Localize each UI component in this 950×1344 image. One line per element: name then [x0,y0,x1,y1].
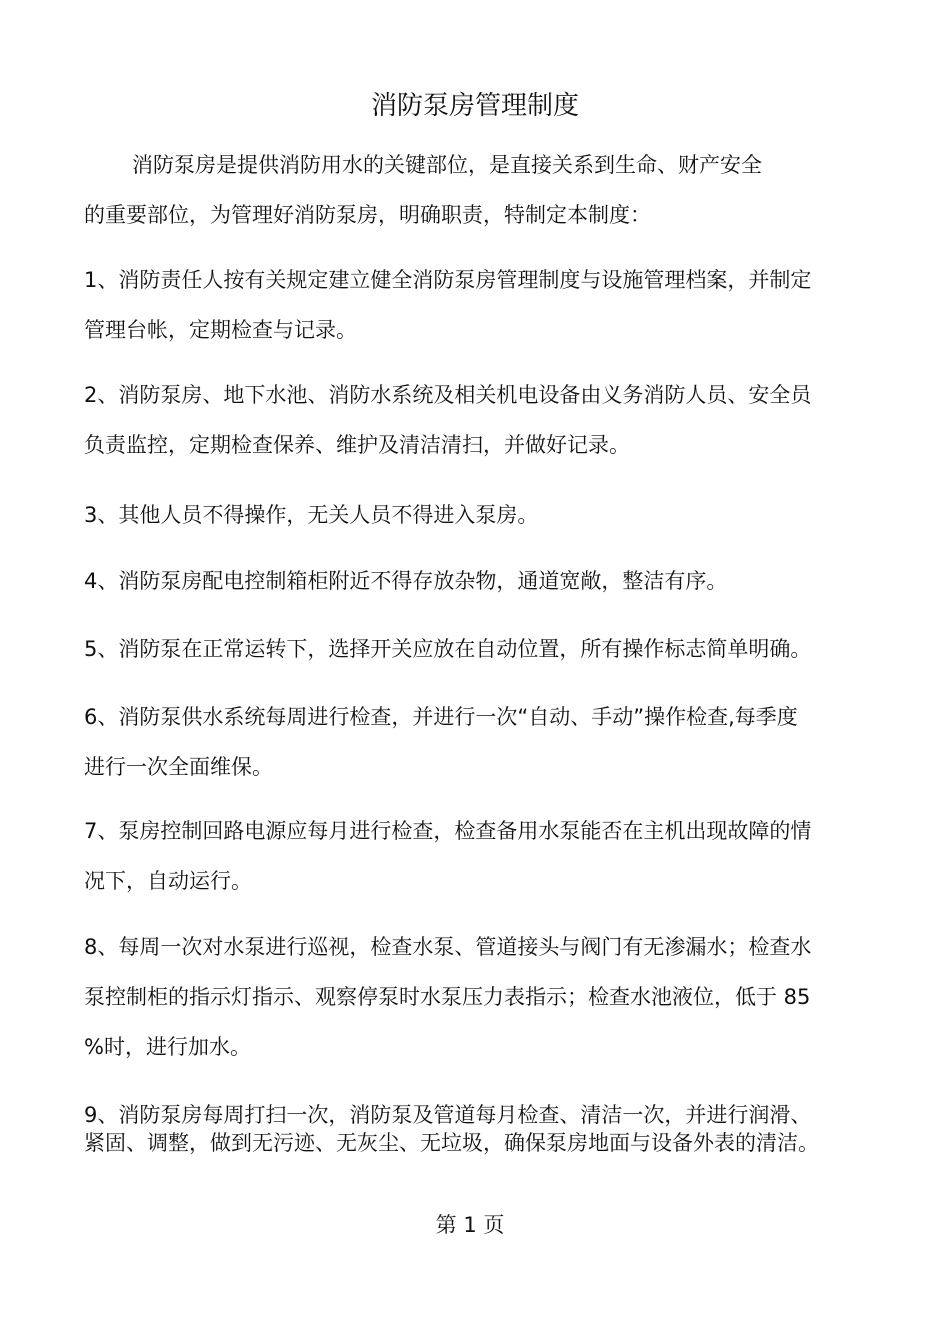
intro-line-1: 消防泵房是提供消防用水的关键部位，是直接关系到生命、财产安全 [132,153,762,177]
rule-item-8-line-2: 泵控制柜的指示灯指示、观察停泵时水泵压力表指示；检查水池液位，低于 85 [84,985,811,1009]
rule-item-3-line-1: 3、其他人员不得操作，无关人员不得进入泵房。 [84,503,539,527]
rule-item-7-line-1: 7、泵房控制回路电源应每月进行检查，检查备用水泵能否在主机出现故障的情 [84,819,812,843]
rule-item-2-line-2: 负责监控，定期检查保养、维护及清洁清扫，并做好记录。 [84,433,630,457]
rule-item-7-line-2: 况下，自动运行。 [84,869,252,893]
rule-item-6-line-2: 进行一次全面维保。 [84,755,273,779]
page-number: 第 1 页 [435,1213,505,1237]
rule-item-2-line-1: 2、消防泵房、地下水池、消防水系统及相关机电设备由义务消防人员、安全员 [84,383,812,407]
rule-item-8-line-3: %时，进行加水。 [84,1035,251,1059]
rule-item-1-line-1: 1、消防责任人按有关规定建立健全消防泵房管理制度与设施管理档案，并制定 [84,268,812,292]
page-title: 消防泵房管理制度 [370,91,579,121]
rule-item-6-line-1: 6、消防泵供水系统每周进行检查，并进行一次“自动、手动”操作检查,每季度 [84,705,798,729]
rule-item-5-line-1: 5、消防泵在正常运转下，选择开关应放在自动位置，所有操作标志简单明确。 [84,637,812,661]
rule-item-8-line-1: 8、每周一次对水泵进行巡视，检查水泵、管道接头与阀门有无渗漏水；检查水 [84,935,812,959]
intro-line-2: 的重要部位，为管理好消防泵房，明确职责，特制定本制度： [84,203,651,227]
rule-item-9-line-1: 9、消防泵房每周打扫一次，消防泵及管道每月检查、清洁一次，并进行润滑、 [84,1103,812,1127]
rule-item-4-line-1: 4、消防泵房配电控制箱柜附近不得存放杂物，通道宽敞，整洁有序。 [84,569,728,593]
rule-item-9-line-2: 紧固、调整，做到无污迹、无灰尘、无垃圾，确保泵房地面与设备外表的清洁。 [84,1131,819,1155]
rule-item-1-line-2: 管理台帐，定期检查与记录。 [84,318,357,342]
